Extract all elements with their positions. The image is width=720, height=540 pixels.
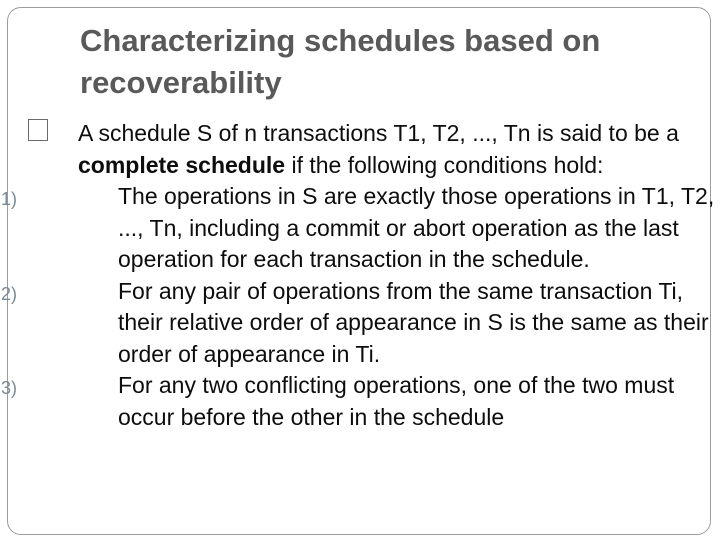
list-number-1: 1) xyxy=(1,189,18,209)
intro-text-before: A schedule S of n transactions T1, T2, ..., Tn is said to be a xyxy=(78,120,679,146)
list-number-2: 2) xyxy=(1,283,18,304)
list-text-1: The operations in S are exactly those operations in T1, T2, ..., Tn, including a commit or abort operation as the last operation for each transaction in the schedule. xyxy=(118,183,715,272)
list-item-2 xyxy=(1,276,718,371)
slide-title: Characterizing schedules based on recoverability xyxy=(80,23,601,100)
intro-text-after: if the following conditions hold: xyxy=(285,151,604,178)
intro-emphasis: complete schedule xyxy=(78,151,286,178)
list-number-3: 3) xyxy=(1,378,18,398)
list-text-3: For any two conflicting operations, one of the two must occur before the other in the schedule xyxy=(118,372,675,430)
slide-body xyxy=(1,118,718,433)
list-text-2: For any pair of operations from the same transaction Ti, their relative order of appearance in S is the same as their order of appearance in Ti. xyxy=(118,277,709,367)
intro-paragraph xyxy=(28,118,718,181)
list-item-3 xyxy=(1,370,718,433)
square-bullet-icon xyxy=(28,119,48,141)
list-item-1 xyxy=(1,181,718,276)
